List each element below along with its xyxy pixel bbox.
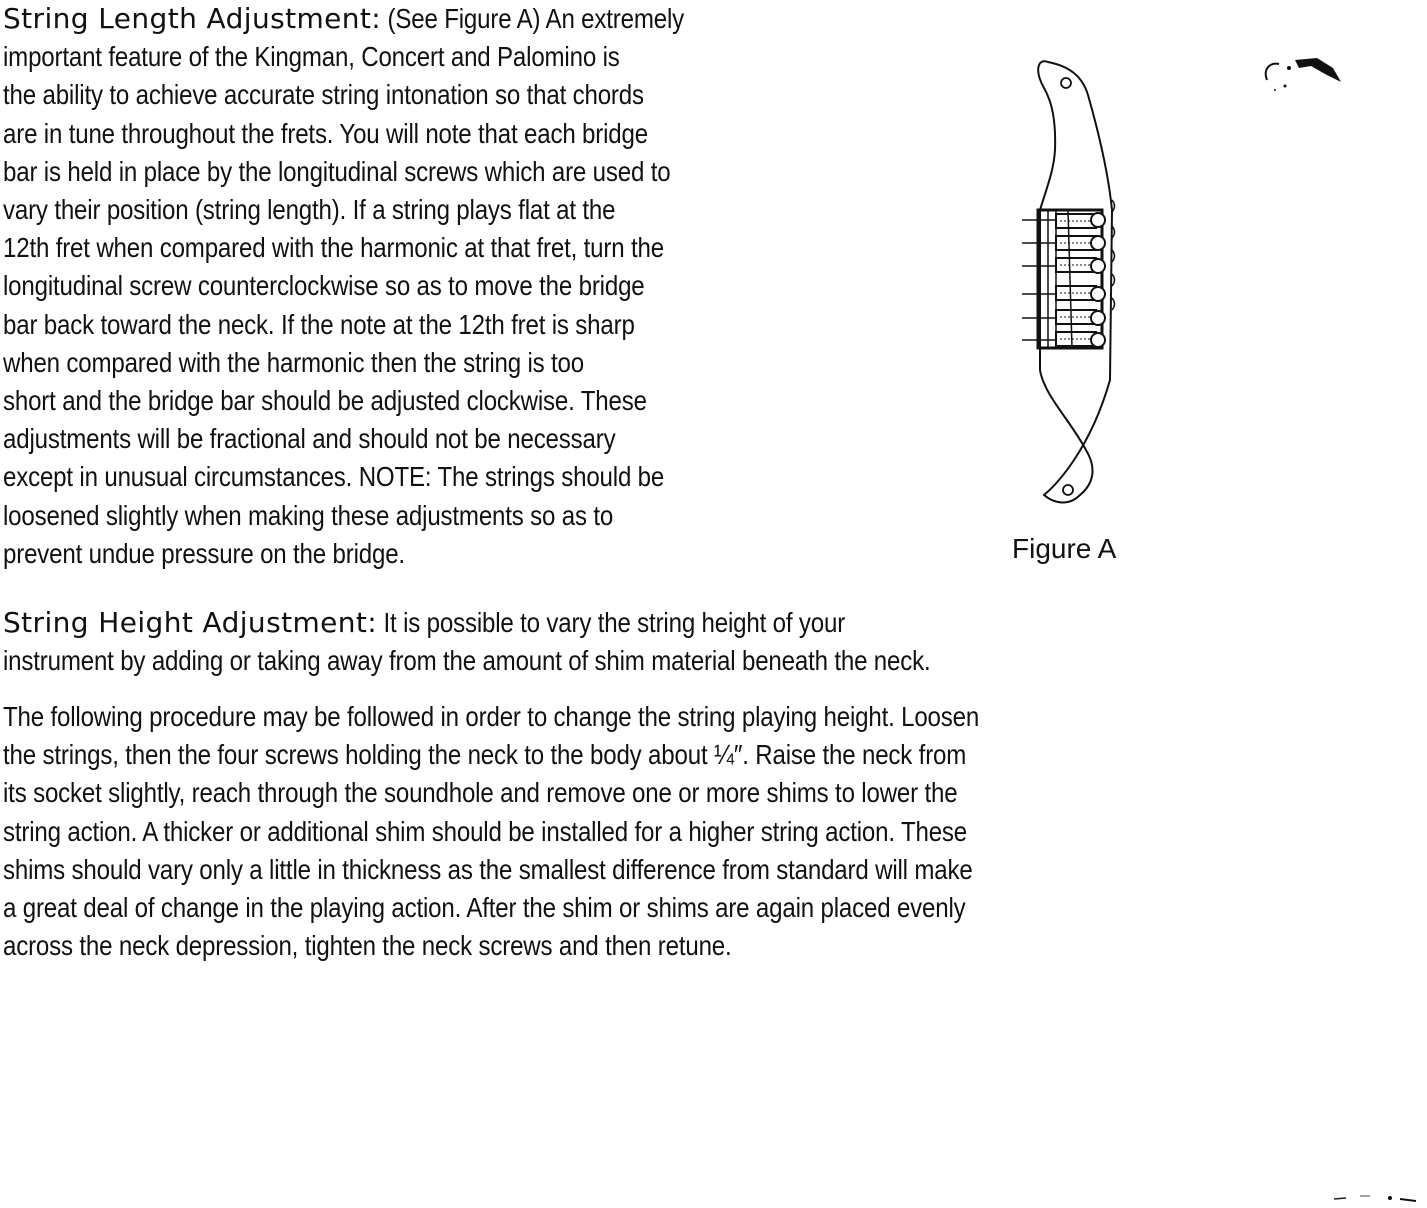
paragraph-line-text: instrument by adding or taking away from the amount of shim material beneath the neck. xyxy=(3,645,931,677)
scan-marks-drawing xyxy=(1330,1191,1420,1203)
paragraph-line-text: adjustments will be fractional and should not be necessary xyxy=(3,423,616,455)
paragraph-line xyxy=(3,76,903,114)
procedure-section xyxy=(3,698,1403,965)
paragraph-line-text: short and the bridge bar should be adjusted clockwise. These xyxy=(3,385,647,417)
figure-a-bridge-illustration xyxy=(1000,50,1160,520)
paragraph-line xyxy=(3,458,903,496)
paragraph-line-text: prevent undue pressure on the bridge. xyxy=(3,537,405,569)
paragraph-line xyxy=(3,267,903,305)
paragraph-line-text: the strings, then the four screws holding the neck to the body about ¼″. Raise the neck from xyxy=(3,739,967,771)
string-length-first-line xyxy=(3,0,903,38)
string-length-section xyxy=(3,0,903,573)
paragraph-line-text: longitudinal screw counterclockwise so as to move the bridge xyxy=(3,270,645,302)
block-dividers xyxy=(1048,210,1072,348)
scan-marks xyxy=(1330,1190,1420,1202)
mounting-hole-top xyxy=(1061,78,1071,88)
paragraph-line xyxy=(3,306,903,344)
paragraph-line-text: The following procedure may be followed in order to change the string playing height. Loosen xyxy=(3,701,980,732)
paragraph-line xyxy=(3,153,903,191)
paragraph-line xyxy=(3,229,903,267)
paragraph-line-text: vary their position (string length). If a string plays flat at the xyxy=(3,194,616,226)
ink-smudge xyxy=(1255,52,1345,97)
paragraph-line-text: shims should vary only a little in thickness as the smallest difference from standard will make xyxy=(3,853,973,885)
paragraph-line-text: except in unusual circumstances. NOTE: The strings should be xyxy=(3,461,665,493)
bridge-drawing xyxy=(1000,50,1160,520)
paragraph-line-text: bar is held in place by the longitudinal screws which are used to xyxy=(3,155,671,187)
paragraph-line: It is possible to vary the string height of your xyxy=(377,607,846,638)
paragraph-line xyxy=(3,115,903,153)
paragraph-line-text: loosened slightly when making these adjustments so as to xyxy=(3,499,614,531)
paragraph-line xyxy=(3,535,903,573)
bridge-bars xyxy=(1056,214,1096,346)
paragraph-line xyxy=(3,889,1403,927)
paragraph-line xyxy=(3,851,1403,889)
paragraph-line-text: across the neck depression, tighten the neck screws and then retune. xyxy=(3,930,732,962)
string-height-first-line xyxy=(3,604,1403,642)
paragraph-line-text: 12th fret when compared with the harmonic at that fret, turn the xyxy=(3,232,664,264)
paragraph-line-text: when compared with the harmonic then the string is too xyxy=(3,346,584,378)
figure-caption: Figure A xyxy=(1012,533,1117,564)
paragraph-line-text: the ability to achieve accurate string intonation so that chords xyxy=(3,79,644,111)
paragraph-line xyxy=(3,736,1403,774)
paragraph-line-text: are in tune throughout the frets. You will note that each bridge xyxy=(3,117,648,149)
paragraph-line xyxy=(3,813,1403,851)
paragraph-line: (See Figure A) An extremely xyxy=(381,3,685,34)
paragraph-line xyxy=(3,774,1403,812)
paragraph-line xyxy=(3,698,1403,736)
string-height-section xyxy=(3,604,1403,680)
string-height-heading: String Height Adjustment: xyxy=(3,606,378,639)
paragraph-line xyxy=(3,38,903,76)
string-length-heading: String Length Adjustment: xyxy=(3,2,382,35)
paragraph-line xyxy=(3,420,903,458)
paragraph-line xyxy=(3,191,903,229)
paragraph-line xyxy=(3,927,1403,965)
paragraph-line-text: its socket slightly, reach through the soundhole and remove one or more shims to lower the xyxy=(3,777,958,809)
mounting-hole-bottom xyxy=(1063,485,1073,495)
smudge-drawing xyxy=(1255,52,1345,97)
paragraph-line xyxy=(3,344,903,382)
paragraph-line xyxy=(3,382,903,420)
paragraph-line-text: important feature of the Kingman, Concert and Palomino is xyxy=(3,41,620,73)
paragraph-line-text: a great deal of change in the playing action. After the shim or shims are again placed evenly xyxy=(3,892,966,924)
paragraph-line xyxy=(3,497,903,535)
paragraph-line-text: bar back toward the neck. If the note at the 12th fret is sharp xyxy=(3,308,635,340)
paragraph-line-text: string action. A thicker or additional shim should be installed for a higher string action. These xyxy=(3,815,968,847)
paragraph-line xyxy=(3,642,1403,680)
